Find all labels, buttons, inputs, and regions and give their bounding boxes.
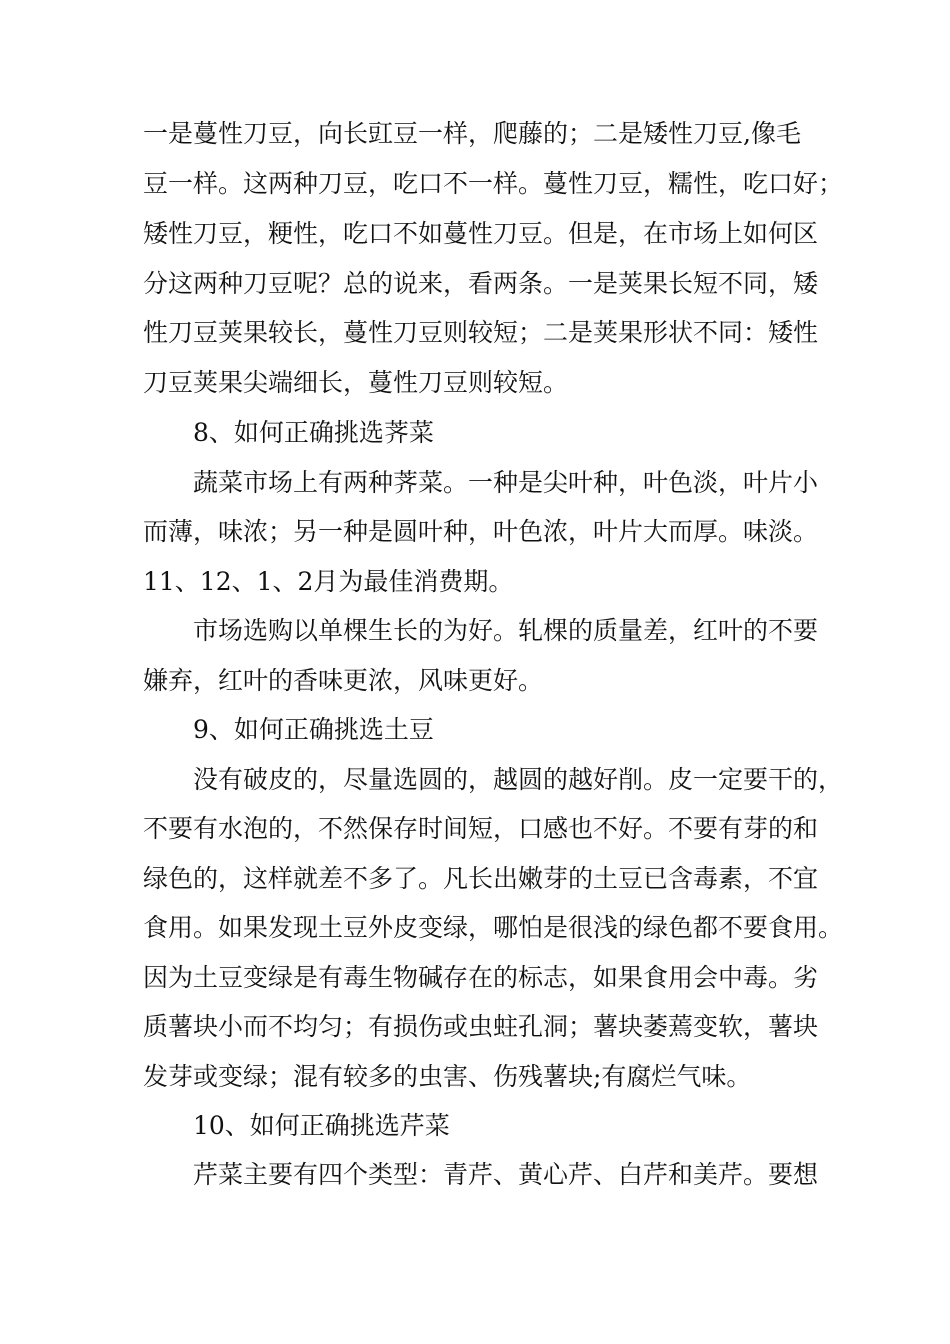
text-line: 没有破皮的，尽量选圆的，越圆的越好削。皮一定要干的， xyxy=(193,765,844,794)
text-line: 性刀豆荚果较长，蔓性刀豆则较短；二是荚果形状不同：矮性 xyxy=(143,318,819,347)
text-line: 因为土豆变绿是有毒生物碱存在的标志，如果食用会中毒。劣 xyxy=(143,963,819,992)
text-line: 分这两种刀豆呢？总的说来，看两条。一是荚果长短不同，矮 xyxy=(143,269,819,298)
text-line: 绿色的，这样就差不多了。凡长出嫩芽的土豆已含毒素，不宜 xyxy=(143,864,819,893)
text-line: 嫌弃，红叶的香味更浓，风味更好。 xyxy=(143,666,544,695)
section-heading: 8、如何正确挑选荠菜 xyxy=(193,418,434,447)
text-line: 发芽或变绿；混有较多的虫害、伤残薯块;有腐烂气味。 xyxy=(143,1062,752,1091)
text-line: 食用。如果发现土豆外皮变绿，哪怕是很浅的绿色都不要食用。 xyxy=(143,913,844,942)
text-line: 质薯块小而不均匀；有损伤或虫蛀孔洞；薯块萎蔫变软，薯块 xyxy=(143,1012,819,1041)
text-line: 蔬菜市场上有两种荠菜。一种是尖叶种，叶色淡，叶片小 xyxy=(193,468,819,497)
text-line: 一是蔓性刀豆，向长豇豆一样，爬藤的；二是矮性刀豆,像毛 xyxy=(143,119,801,148)
text-line: 11、12、1、2月为最佳消费期。 xyxy=(143,567,514,596)
text-line: 不要有水泡的，不然保存时间短，口感也不好。不要有芽的和 xyxy=(143,814,819,843)
text-line: 矮性刀豆，粳性，吃口不如蔓性刀豆。但是，在市场上如何区 xyxy=(143,219,819,248)
text-line: 市场选购以单棵生长的为好。轧棵的质量差，红叶的不要 xyxy=(193,616,819,645)
text-line: 而薄，味浓；另一种是圆叶种，叶色浓，叶片大而厚。味淡。 xyxy=(143,517,819,546)
text-line: 豆一样。这两种刀豆，吃口不一样。蔓性刀豆，糯性，吃口好； xyxy=(143,169,844,198)
text-line: 刀豆荚果尖端细长，蔓性刀豆则较短。 xyxy=(143,368,569,397)
section-heading: 10、如何正确挑选芹菜 xyxy=(193,1111,450,1140)
text-line: 芹菜主要有四个类型：青芹、黄心芹、白芹和美芹。要想 xyxy=(193,1160,819,1189)
section-heading: 9、如何正确挑选土豆 xyxy=(193,715,434,744)
